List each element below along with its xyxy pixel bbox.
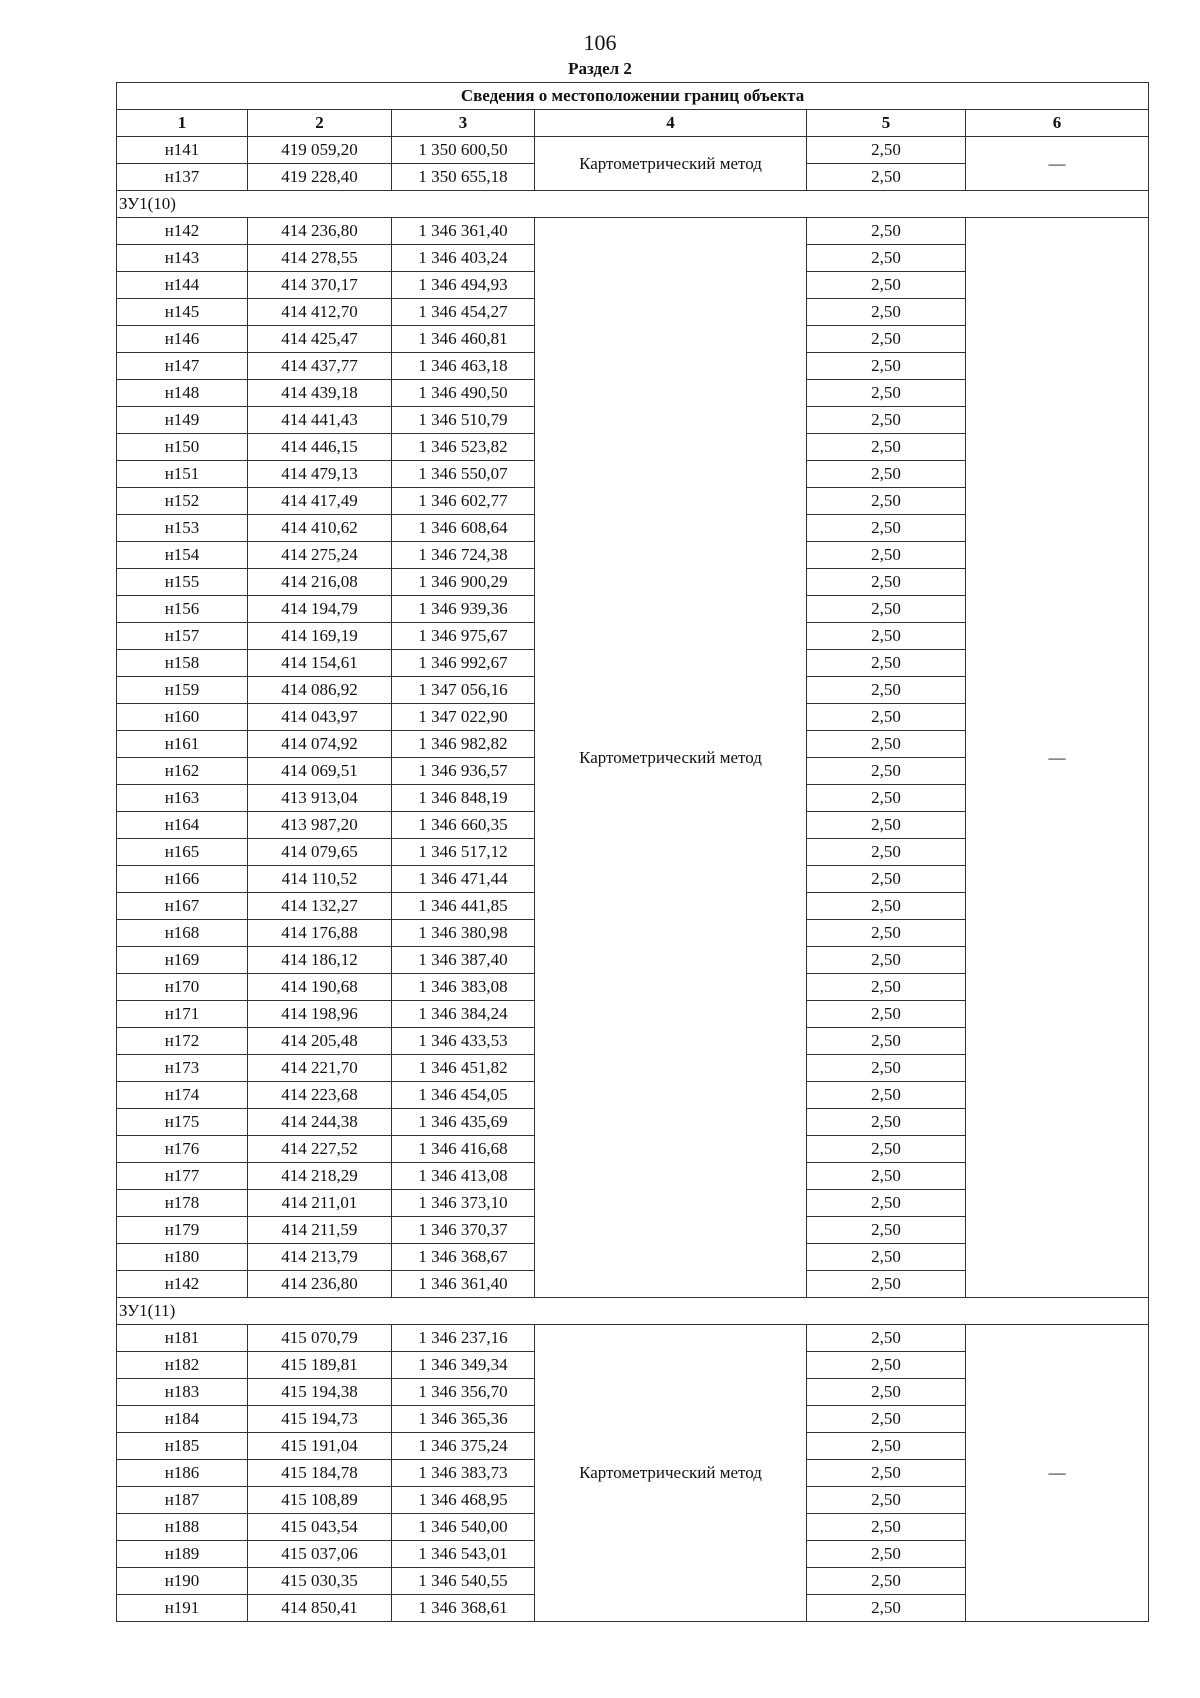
coord-y: 1 346 463,18	[392, 353, 535, 380]
coord-x: 415 194,73	[248, 1406, 392, 1433]
accuracy-value: 2,50	[807, 947, 966, 974]
point-name: н152	[117, 488, 248, 515]
coord-x: 414 169,19	[248, 623, 392, 650]
coord-y: 1 346 416,68	[392, 1136, 535, 1163]
accuracy-value: 2,50	[807, 353, 966, 380]
accuracy-value: 2,50	[807, 1379, 966, 1406]
coord-y: 1 346 848,19	[392, 785, 535, 812]
column-number-row	[117, 110, 1149, 137]
table-body	[117, 83, 1149, 1622]
coord-y: 1 346 540,55	[392, 1568, 535, 1595]
accuracy-value: 2,50	[807, 1001, 966, 1028]
coord-x: 414 441,43	[248, 407, 392, 434]
coord-y: 1 346 387,40	[392, 947, 535, 974]
coord-x: 415 030,35	[248, 1568, 392, 1595]
coord-y: 1 346 602,77	[392, 488, 535, 515]
coord-y: 1 350 655,18	[392, 164, 535, 191]
accuracy-value: 2,50	[807, 1109, 966, 1136]
point-name: н172	[117, 1028, 248, 1055]
point-name: н179	[117, 1217, 248, 1244]
coord-x: 419 059,20	[248, 137, 392, 164]
point-name: н181	[117, 1325, 248, 1352]
coord-x: 413 987,20	[248, 812, 392, 839]
coord-x: 415 194,38	[248, 1379, 392, 1406]
coord-y: 1 346 454,27	[392, 299, 535, 326]
table-row	[117, 137, 1149, 164]
coord-y: 1 346 373,10	[392, 1190, 535, 1217]
coord-x: 414 043,97	[248, 704, 392, 731]
point-name: н144	[117, 272, 248, 299]
coord-y: 1 346 471,44	[392, 866, 535, 893]
point-name: н189	[117, 1541, 248, 1568]
accuracy-value: 2,50	[807, 1595, 966, 1622]
point-name: н153	[117, 515, 248, 542]
point-name: н173	[117, 1055, 248, 1082]
column-header: 5	[807, 110, 966, 137]
point-name: н174	[117, 1082, 248, 1109]
accuracy-value: 2,50	[807, 1460, 966, 1487]
coord-x: 414 132,27	[248, 893, 392, 920]
coord-y: 1 346 608,64	[392, 515, 535, 542]
column-header: 4	[535, 110, 807, 137]
coord-y: 1 346 237,16	[392, 1325, 535, 1352]
point-name: н141	[117, 137, 248, 164]
point-name: н187	[117, 1487, 248, 1514]
coord-x: 414 417,49	[248, 488, 392, 515]
coord-y: 1 346 368,67	[392, 1244, 535, 1271]
point-name: н176	[117, 1136, 248, 1163]
coord-x: 419 228,40	[248, 164, 392, 191]
accuracy-value: 2,50	[807, 1028, 966, 1055]
accuracy-value: 2,50	[807, 1190, 966, 1217]
point-name: н150	[117, 434, 248, 461]
coord-y: 1 346 435,69	[392, 1109, 535, 1136]
dash-cell: —	[966, 218, 1149, 1298]
point-name: н190	[117, 1568, 248, 1595]
point-name: н168	[117, 920, 248, 947]
accuracy-value: 2,50	[807, 1406, 966, 1433]
accuracy-value: 2,50	[807, 380, 966, 407]
accuracy-value: 2,50	[807, 1217, 966, 1244]
coord-x: 414 236,80	[248, 1271, 392, 1298]
coord-y: 1 346 384,24	[392, 1001, 535, 1028]
coord-y: 1 346 939,36	[392, 596, 535, 623]
coord-y: 1 346 517,12	[392, 839, 535, 866]
coord-x: 414 069,51	[248, 758, 392, 785]
accuracy-value: 2,50	[807, 731, 966, 758]
coord-y: 1 346 490,50	[392, 380, 535, 407]
coordinates-table	[116, 82, 1149, 1622]
point-name: н182	[117, 1352, 248, 1379]
point-name: н146	[117, 326, 248, 353]
dash-cell: —	[966, 137, 1149, 191]
accuracy-value: 2,50	[807, 812, 966, 839]
accuracy-value: 2,50	[807, 1541, 966, 1568]
coord-y: 1 346 992,67	[392, 650, 535, 677]
coord-y: 1 346 361,40	[392, 1271, 535, 1298]
page-number: 106	[583, 30, 617, 55]
dash-cell: —	[966, 1325, 1149, 1622]
coord-x: 414 086,92	[248, 677, 392, 704]
coord-x: 414 079,65	[248, 839, 392, 866]
point-name: н163	[117, 785, 248, 812]
accuracy-value: 2,50	[807, 461, 966, 488]
accuracy-value: 2,50	[807, 569, 966, 596]
point-name: н142	[117, 1271, 248, 1298]
coord-y: 1 346 403,24	[392, 245, 535, 272]
coord-x: 414 198,96	[248, 1001, 392, 1028]
zone-label: ЗУ1(10)	[117, 191, 1149, 218]
coord-x: 414 186,12	[248, 947, 392, 974]
point-name: н164	[117, 812, 248, 839]
coord-x: 414 223,68	[248, 1082, 392, 1109]
point-name: н155	[117, 569, 248, 596]
point-name: н165	[117, 839, 248, 866]
coord-x: 414 244,38	[248, 1109, 392, 1136]
coord-x: 414 216,08	[248, 569, 392, 596]
point-name: н151	[117, 461, 248, 488]
coord-x: 414 218,29	[248, 1163, 392, 1190]
coord-y: 1 346 540,00	[392, 1514, 535, 1541]
zone-row	[117, 191, 1149, 218]
coord-x: 414 221,70	[248, 1055, 392, 1082]
column-header: 3	[392, 110, 535, 137]
coord-y: 1 346 375,24	[392, 1433, 535, 1460]
coord-x: 414 213,79	[248, 1244, 392, 1271]
coord-x: 414 176,88	[248, 920, 392, 947]
point-name: н160	[117, 704, 248, 731]
table-row	[117, 1325, 1149, 1352]
coord-y: 1 346 982,82	[392, 731, 535, 758]
point-name: н161	[117, 731, 248, 758]
accuracy-value: 2,50	[807, 1568, 966, 1595]
coord-x: 414 410,62	[248, 515, 392, 542]
accuracy-value: 2,50	[807, 245, 966, 272]
accuracy-value: 2,50	[807, 488, 966, 515]
coord-y: 1 346 523,82	[392, 434, 535, 461]
point-name: н184	[117, 1406, 248, 1433]
coord-y: 1 346 383,73	[392, 1460, 535, 1487]
method-cell: Картометрический метод	[535, 1325, 807, 1622]
accuracy-value: 2,50	[807, 758, 966, 785]
coord-y: 1 346 441,85	[392, 893, 535, 920]
coord-y: 1 346 451,82	[392, 1055, 535, 1082]
table-title: Сведения о местоположении границ объекта	[117, 83, 1149, 110]
point-name: н148	[117, 380, 248, 407]
accuracy-value: 2,50	[807, 1163, 966, 1190]
coord-x: 415 189,81	[248, 1352, 392, 1379]
coord-y: 1 346 936,57	[392, 758, 535, 785]
point-name: н169	[117, 947, 248, 974]
coord-y: 1 346 900,29	[392, 569, 535, 596]
point-name: н188	[117, 1514, 248, 1541]
coord-x: 415 191,04	[248, 1433, 392, 1460]
accuracy-value: 2,50	[807, 218, 966, 245]
accuracy-value: 2,50	[807, 866, 966, 893]
coord-y: 1 346 494,93	[392, 272, 535, 299]
coord-y: 1 346 380,98	[392, 920, 535, 947]
point-name: н154	[117, 542, 248, 569]
coord-x: 414 446,15	[248, 434, 392, 461]
point-name: н142	[117, 218, 248, 245]
accuracy-value: 2,50	[807, 704, 966, 731]
coord-x: 415 037,06	[248, 1541, 392, 1568]
accuracy-value: 2,50	[807, 677, 966, 704]
point-name: н162	[117, 758, 248, 785]
coord-y: 1 346 356,70	[392, 1379, 535, 1406]
coord-x: 414 236,80	[248, 218, 392, 245]
coord-x: 414 439,18	[248, 380, 392, 407]
point-name: н137	[117, 164, 248, 191]
coord-y: 1 346 368,61	[392, 1595, 535, 1622]
accuracy-value: 2,50	[807, 974, 966, 1001]
accuracy-value: 2,50	[807, 1055, 966, 1082]
column-header: 1	[117, 110, 248, 137]
coord-x: 414 074,92	[248, 731, 392, 758]
point-name: н171	[117, 1001, 248, 1028]
coord-y: 1 347 022,90	[392, 704, 535, 731]
accuracy-value: 2,50	[807, 299, 966, 326]
point-name: н183	[117, 1379, 248, 1406]
accuracy-value: 2,50	[807, 434, 966, 461]
coord-y: 1 346 365,36	[392, 1406, 535, 1433]
point-name: н170	[117, 974, 248, 1001]
coord-y: 1 346 543,01	[392, 1541, 535, 1568]
accuracy-value: 2,50	[807, 839, 966, 866]
coord-x: 415 108,89	[248, 1487, 392, 1514]
method-cell: Картометрический метод	[535, 137, 807, 191]
coord-x: 415 070,79	[248, 1325, 392, 1352]
accuracy-value: 2,50	[807, 515, 966, 542]
accuracy-value: 2,50	[807, 785, 966, 812]
accuracy-value: 2,50	[807, 1514, 966, 1541]
column-header: 6	[966, 110, 1149, 137]
coord-x: 414 437,77	[248, 353, 392, 380]
accuracy-value: 2,50	[807, 920, 966, 947]
point-name: н149	[117, 407, 248, 434]
coord-y: 1 346 724,38	[392, 542, 535, 569]
column-header: 2	[248, 110, 392, 137]
coord-x: 414 110,52	[248, 866, 392, 893]
accuracy-value: 2,50	[807, 1136, 966, 1163]
accuracy-value: 2,50	[807, 1487, 966, 1514]
coord-x: 414 278,55	[248, 245, 392, 272]
point-name: н178	[117, 1190, 248, 1217]
method-cell: Картометрический метод	[535, 218, 807, 1298]
coord-x: 414 275,24	[248, 542, 392, 569]
coord-x: 415 184,78	[248, 1460, 392, 1487]
coord-x: 414 154,61	[248, 650, 392, 677]
point-name: н185	[117, 1433, 248, 1460]
accuracy-value: 2,50	[807, 1352, 966, 1379]
zone-label: ЗУ1(11)	[117, 1298, 1149, 1325]
coord-x: 414 412,70	[248, 299, 392, 326]
coord-y: 1 346 370,37	[392, 1217, 535, 1244]
coord-y: 1 346 550,07	[392, 461, 535, 488]
coord-y: 1 346 433,53	[392, 1028, 535, 1055]
coord-y: 1 350 600,50	[392, 137, 535, 164]
point-name: н158	[117, 650, 248, 677]
accuracy-value: 2,50	[807, 1271, 966, 1298]
accuracy-value: 2,50	[807, 137, 966, 164]
accuracy-value: 2,50	[807, 164, 966, 191]
coord-x: 414 227,52	[248, 1136, 392, 1163]
accuracy-value: 2,50	[807, 542, 966, 569]
coord-y: 1 346 660,35	[392, 812, 535, 839]
point-name: н147	[117, 353, 248, 380]
point-name: н157	[117, 623, 248, 650]
point-name: н159	[117, 677, 248, 704]
coord-y: 1 346 361,40	[392, 218, 535, 245]
section-title: Раздел 2	[568, 59, 632, 78]
accuracy-value: 2,50	[807, 1325, 966, 1352]
point-name: н167	[117, 893, 248, 920]
accuracy-value: 2,50	[807, 893, 966, 920]
coord-x: 414 211,01	[248, 1190, 392, 1217]
coord-x: 414 190,68	[248, 974, 392, 1001]
table-title-row	[117, 83, 1149, 110]
coord-y: 1 346 460,81	[392, 326, 535, 353]
accuracy-value: 2,50	[807, 650, 966, 677]
table-row	[117, 218, 1149, 245]
coord-x: 414 370,17	[248, 272, 392, 299]
accuracy-value: 2,50	[807, 272, 966, 299]
coord-x: 414 205,48	[248, 1028, 392, 1055]
coord-x: 414 425,47	[248, 326, 392, 353]
coord-x: 413 913,04	[248, 785, 392, 812]
point-name: н186	[117, 1460, 248, 1487]
coord-x: 414 194,79	[248, 596, 392, 623]
point-name: н177	[117, 1163, 248, 1190]
accuracy-value: 2,50	[807, 1433, 966, 1460]
coord-y: 1 346 349,34	[392, 1352, 535, 1379]
coord-y: 1 346 468,95	[392, 1487, 535, 1514]
accuracy-value: 2,50	[807, 326, 966, 353]
coord-x: 414 850,41	[248, 1595, 392, 1622]
point-name: н156	[117, 596, 248, 623]
coord-x: 415 043,54	[248, 1514, 392, 1541]
zone-row	[117, 1298, 1149, 1325]
point-name: н175	[117, 1109, 248, 1136]
coord-y: 1 346 975,67	[392, 623, 535, 650]
accuracy-value: 2,50	[807, 407, 966, 434]
accuracy-value: 2,50	[807, 596, 966, 623]
point-name: н145	[117, 299, 248, 326]
coord-x: 414 211,59	[248, 1217, 392, 1244]
coord-y: 1 346 413,08	[392, 1163, 535, 1190]
point-name: н166	[117, 866, 248, 893]
coord-y: 1 346 454,05	[392, 1082, 535, 1109]
accuracy-value: 2,50	[807, 1244, 966, 1271]
coord-y: 1 346 383,08	[392, 974, 535, 1001]
accuracy-value: 2,50	[807, 623, 966, 650]
accuracy-value: 2,50	[807, 1082, 966, 1109]
point-name: н191	[117, 1595, 248, 1622]
coord-y: 1 346 510,79	[392, 407, 535, 434]
coord-x: 414 479,13	[248, 461, 392, 488]
point-name: н143	[117, 245, 248, 272]
coord-y: 1 347 056,16	[392, 677, 535, 704]
point-name: н180	[117, 1244, 248, 1271]
